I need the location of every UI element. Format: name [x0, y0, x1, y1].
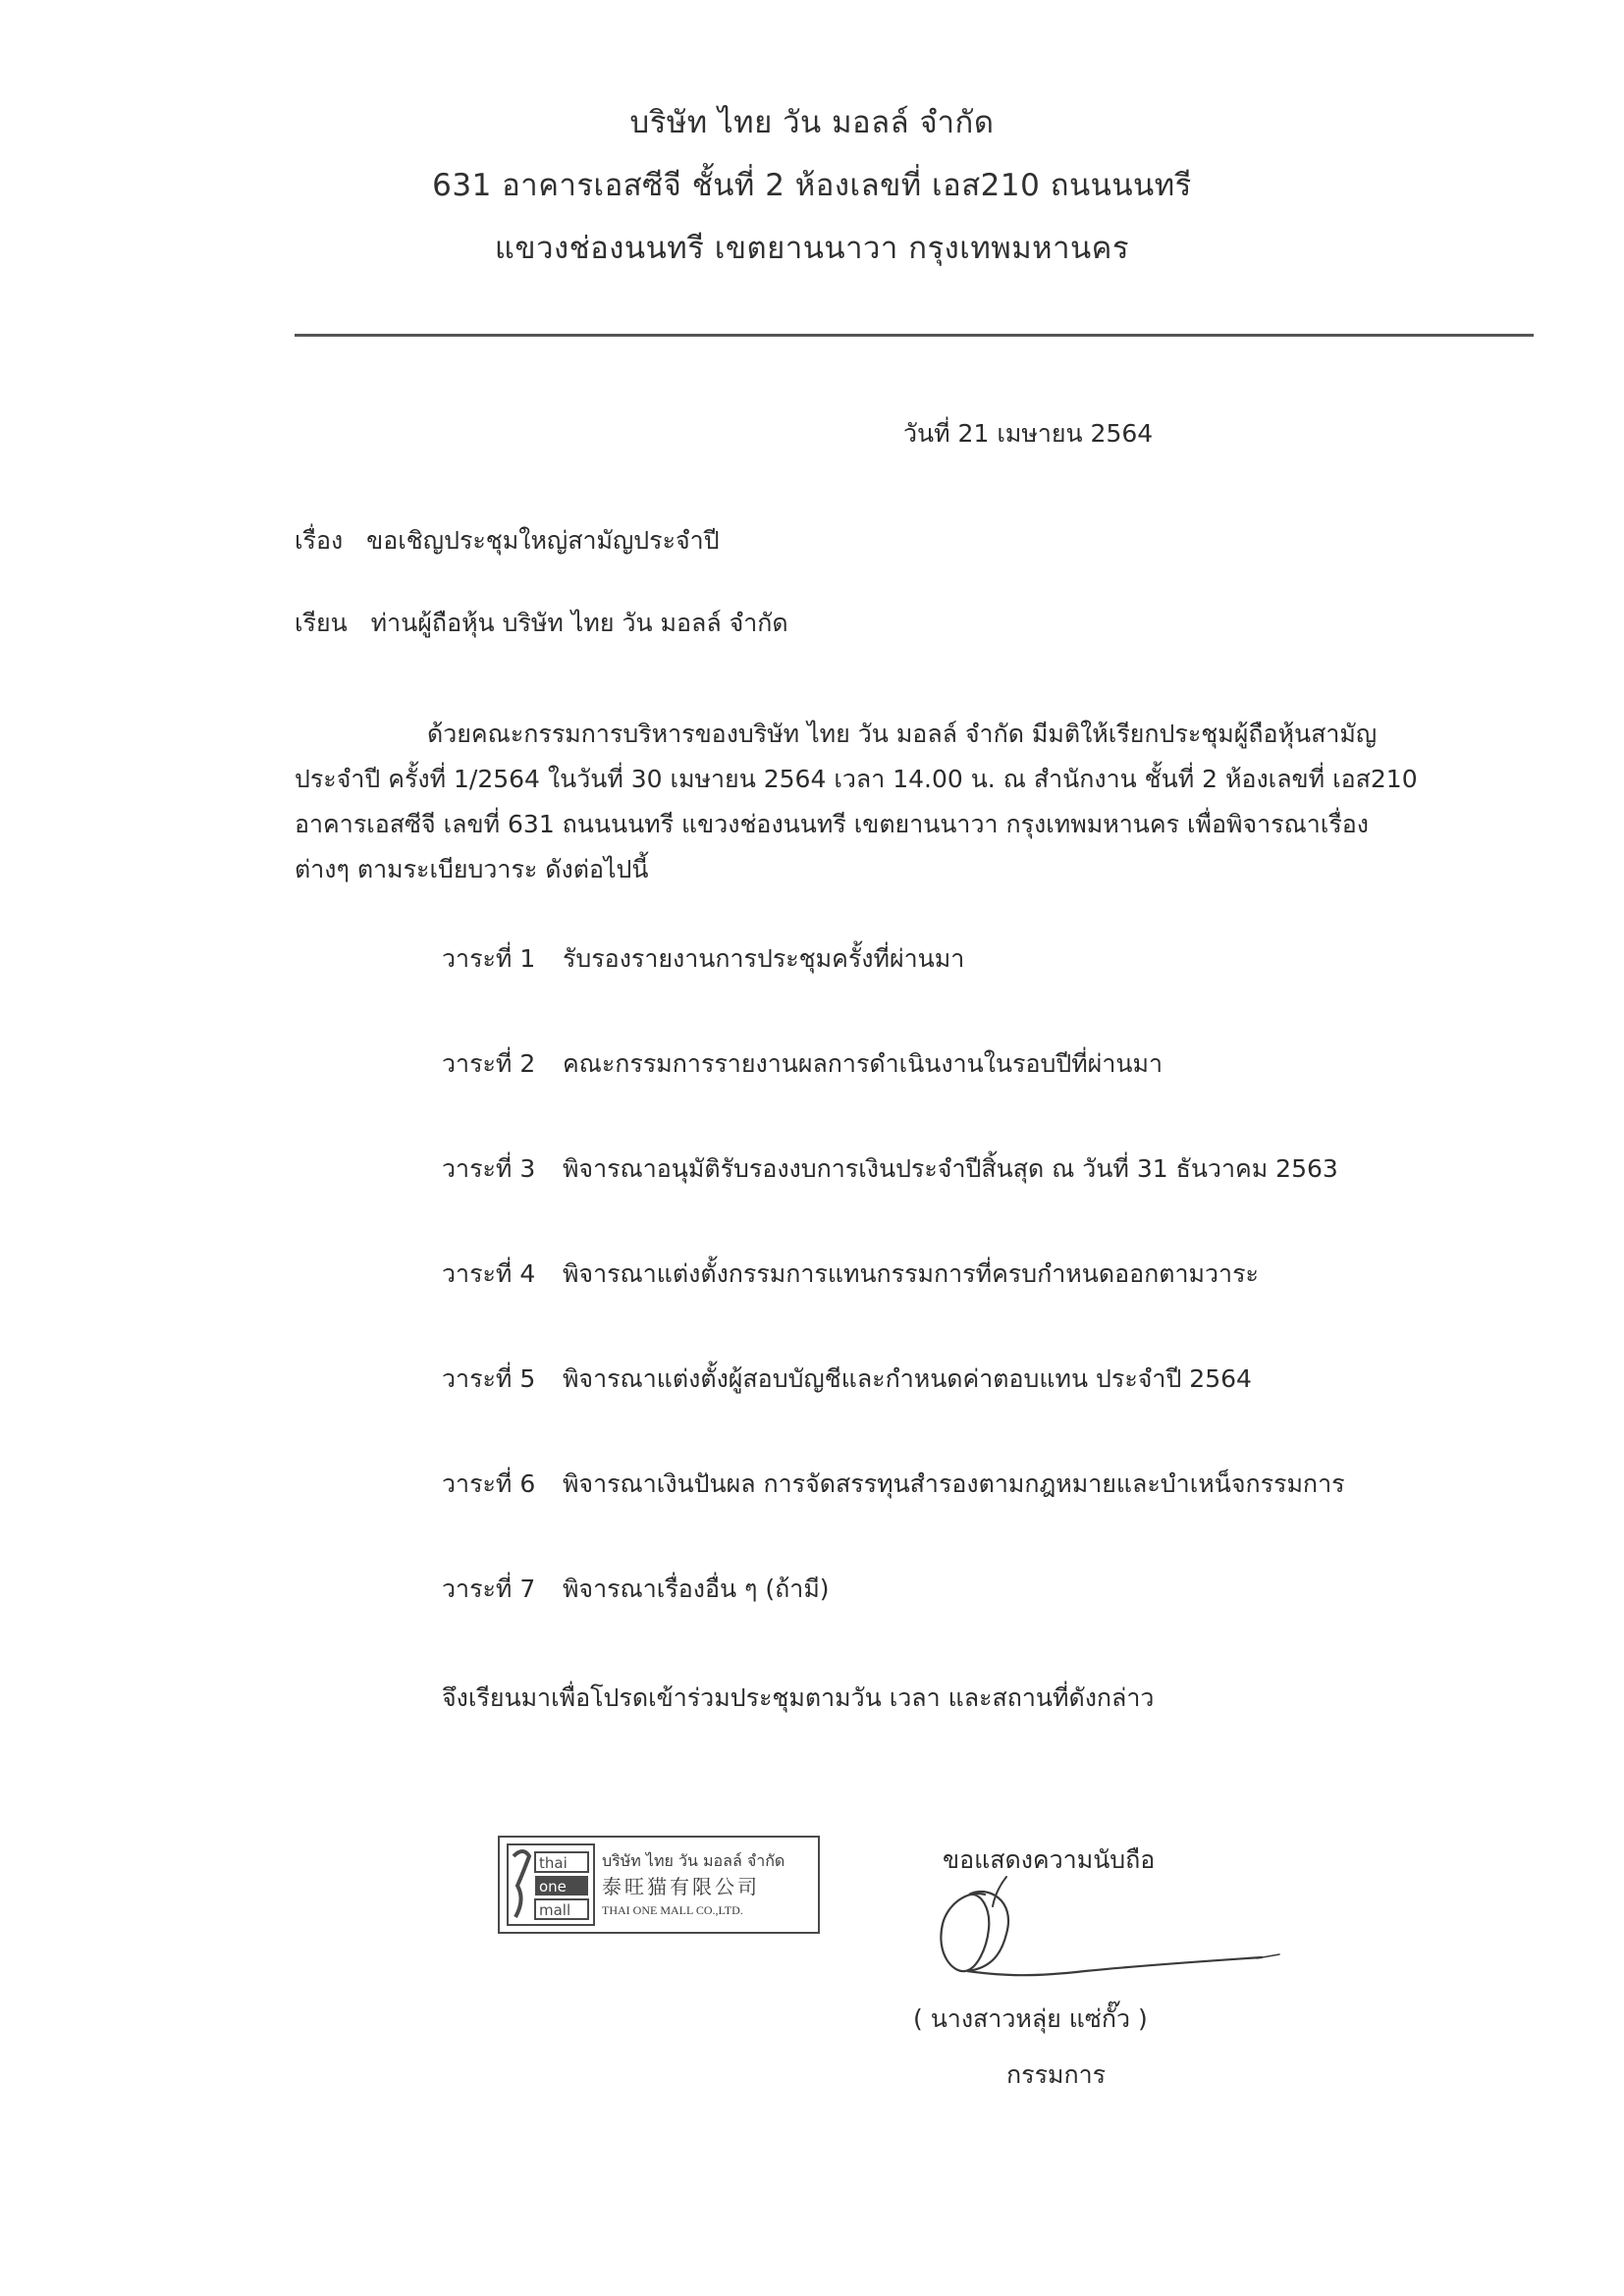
agenda-number: วาระที่ 3: [442, 1154, 536, 1183]
recipient-label: เรียน: [295, 609, 348, 637]
stamp-chinese-name: 泰旺猫有限公司: [602, 1875, 760, 1898]
agenda-text: พิจารณาแต่งตั้งผู้สอบบัญชีและกำหนดค่าตอบแทน ประจำปี 2564: [562, 1364, 1252, 1393]
handwritten-signature: [908, 1865, 1340, 2002]
closing-sentence: จึงเรียนมาเพื่อโปรดเข้าร่วมประชุมตามวัน เวลา และสถานที่ดังกล่าว: [442, 1683, 1155, 1712]
signer-title: กรรมการ: [1006, 2060, 1107, 2089]
agenda-number: วาระที่ 7: [442, 1575, 536, 1603]
agenda-item: [442, 1257, 1522, 1362]
svg-text:mall: mall: [539, 1901, 571, 1919]
address-line-1: 631 อาคารเอสซีจี ชั้นที่ 2 ห้องเลขที่ เอส210 ถนนนนทรี: [432, 168, 1192, 203]
svg-text:thai: thai: [539, 1854, 568, 1872]
agenda-number: วาระที่ 2: [442, 1049, 536, 1078]
agenda-text: รับรองรายงานการประชุมครั้งที่ผ่านมา: [562, 944, 965, 973]
header-divider: [295, 334, 1534, 337]
agenda-text: พิจารณาเรื่องอื่น ๆ (ถ้ามี): [562, 1575, 830, 1603]
agenda-item: [442, 1152, 1522, 1257]
body-line: ประจำปี ครั้งที่ 1/2564 ในวันที่ 30 เมษายน 2564 เวลา 14.00 น. ณ สำนักงาน ชั้นที่ 2 ห้องเลขที่ เอส210: [295, 765, 1418, 793]
address-line-2: แขวงช่องนนทรี เขตยานนาวา กรุงเทพมหานคร: [494, 231, 1130, 266]
agenda-text: พิจารณาเงินปันผล การจัดสรรทุนสำรองตามกฎหมายและบำเหน็จกรรมการ: [562, 1469, 1345, 1498]
agenda-list: [442, 942, 1522, 1678]
agenda-number: วาระที่ 5: [442, 1364, 536, 1393]
agenda-text: พิจารณาแต่งตั้งกรรมการแทนกรรมการที่ครบกำหนดออกตามวาระ: [562, 1259, 1259, 1288]
agenda-item: [442, 1468, 1522, 1573]
agenda-number: วาระที่ 1: [442, 944, 536, 973]
thai-one-mall-logo-icon: [506, 1842, 596, 1927]
letterhead: [0, 103, 1624, 292]
agenda-item: [442, 1362, 1522, 1468]
subject-value: ขอเชิญประชุมใหญ่สามัญประจำปี: [366, 526, 720, 555]
stamp-english-name: THAI ONE MALL CO.,LTD.: [602, 1903, 743, 1917]
signer-name: ( นางสาวหลุ่ย แซ่กั๊ว ): [913, 2004, 1148, 2033]
body-line: ด้วยคณะกรรมการบริหารของบริษัท ไทย วัน มอลล์ จำกัด มีมติให้เรียกประชุมผู้ถือหุ้นสามัญ: [427, 720, 1378, 748]
company-name: บริษัท ไทย วัน มอลล์ จำกัด: [629, 105, 995, 140]
agenda-number: วาระที่ 4: [442, 1259, 536, 1288]
svg-text:one: one: [539, 1878, 567, 1896]
body-paragraph: [295, 712, 1485, 892]
subject-label: เรื่อง: [295, 526, 344, 555]
agenda-number: วาระที่ 6: [442, 1469, 536, 1498]
agenda-item: [442, 1573, 1522, 1678]
agenda-item: [442, 942, 1522, 1047]
body-line: ต่างๆ ตามระเบียบวาระ ดังต่อไปนี้: [295, 855, 649, 883]
body-line: อาคารเอสซีจี เลขที่ 631 ถนนนนทรี แขวงช่องนนทรี เขตยานนาวา กรุงเทพมหานคร เพื่อพิจารณาเรื่อง: [295, 810, 1370, 838]
company-stamp: [498, 1836, 820, 1934]
agenda-item: [442, 1047, 1522, 1152]
agenda-text: คณะกรรมการรายงานผลการดำเนินงานในรอบปีที่ผ่านมา: [562, 1049, 1163, 1078]
letter-date: วันที่ 21 เมษายน 2564: [903, 419, 1154, 448]
stamp-thai-name: บริษัท ไทย วัน มอลล์ จำกัด: [602, 1851, 785, 1870]
subject-row: [295, 524, 720, 558]
recipient-row: [295, 607, 788, 640]
recipient-value: ท่านผู้ถือหุ้น บริษัท ไทย วัน มอลล์ จำกัด: [370, 609, 788, 637]
agenda-text: พิจารณาอนุมัติรับรองงบการเงินประจำปีสิ้นสุด ณ วันที่ 31 ธันวาคม 2563: [562, 1154, 1338, 1183]
signoff: ขอแสดงความนับถือ: [943, 1845, 1156, 1874]
stamp-text: [602, 1849, 785, 1920]
